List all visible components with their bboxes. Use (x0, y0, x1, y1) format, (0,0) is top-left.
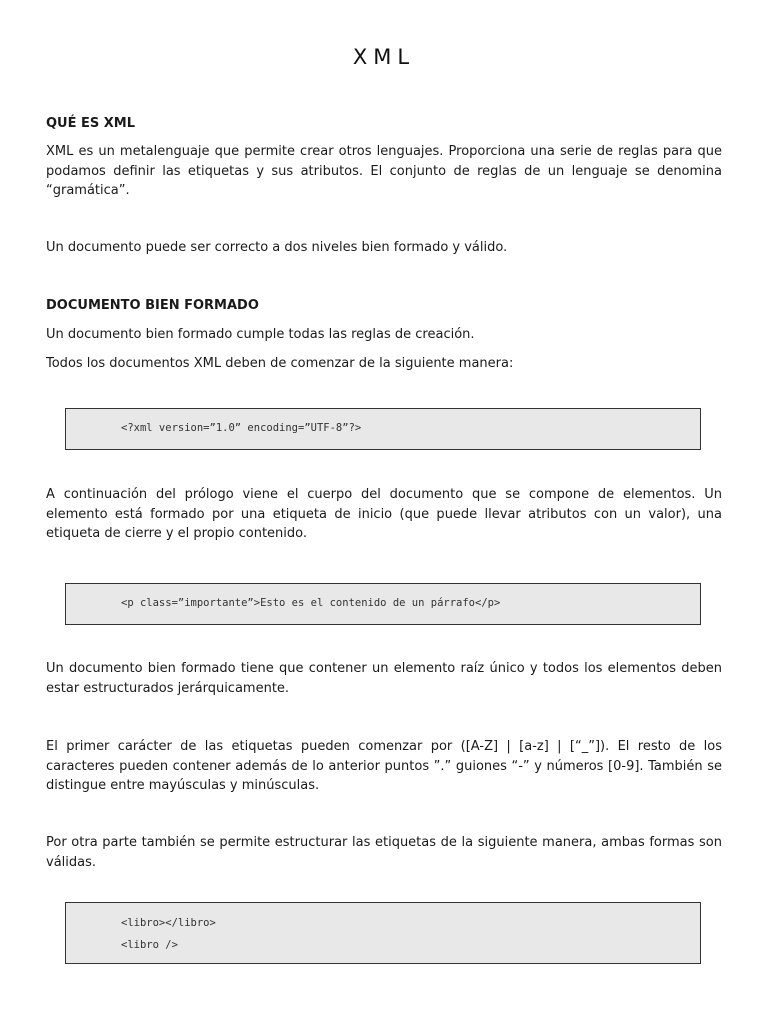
code-line-prolog: <?xml version=”1.0” encoding=”UTF-8”?> (121, 422, 362, 434)
paragraph-document-body: A continuación del prólogo viene el cuerpo del documento que se compone de elementos. Un elemento está formado por una etiqueta de inicio (que puede llevar atributos con un valor), una etiqueta de cierre y el propio contenido. (46, 487, 722, 541)
document-page (46, 0, 722, 1024)
section-heading-well-formed: DOCUMENTO BIEN FORMADO (46, 298, 259, 313)
code-box-prolog (65, 408, 701, 450)
page-title: XML (352, 45, 416, 69)
code-line-element-example: <p class=”importante”>Esto es el contenido de un párrafo</p> (121, 597, 501, 609)
paragraph-well-formed-rules: Un documento bien formado cumple todas las reglas de creación. (46, 327, 475, 342)
paragraph-tag-characters: El primer carácter de las etiquetas pueden comenzar por ([A-Z] | [a-z] | [“_”]). El resto de los caracteres pueden contener además de lo anterior puntos ”.” guiones “-” y números [0-9]. También se distingue entre mayúsculas y minúsculas. (46, 739, 722, 793)
paragraph-tag-structure: Por otra parte también se permite estructurar las etiquetas de la siguiente manera, ambas formas son válidas. (46, 835, 722, 870)
paragraph-xml-start: Todos los documentos XML deben de comenzar de la siguiente manera: (46, 356, 514, 371)
code-line-libro-full: <libro></libro> (121, 917, 216, 929)
paragraph-root-element: Un documento bien formado tiene que contener un elemento raíz único y todos los elementos deben estar estructurados jerárquicamente. (46, 661, 722, 696)
section-heading-what-is-xml: QUÉ ES XML (46, 116, 136, 131)
code-line-libro-selfclosing: <libro /> (121, 939, 178, 951)
paragraph-correct-levels: Un documento puede ser correcto a dos niveles bien formado y válido. (46, 240, 508, 255)
code-box-libro-example (65, 902, 701, 964)
paragraph-what-is-xml: XML es un metalenguaje que permite crear otros lenguajes. Proporciona una serie de reglas para que podamos definir las etiquetas y sus atributos. El conjunto de reglas de un lenguaje se denomina “gramática”. (46, 144, 722, 198)
code-box-element-example (65, 583, 701, 625)
